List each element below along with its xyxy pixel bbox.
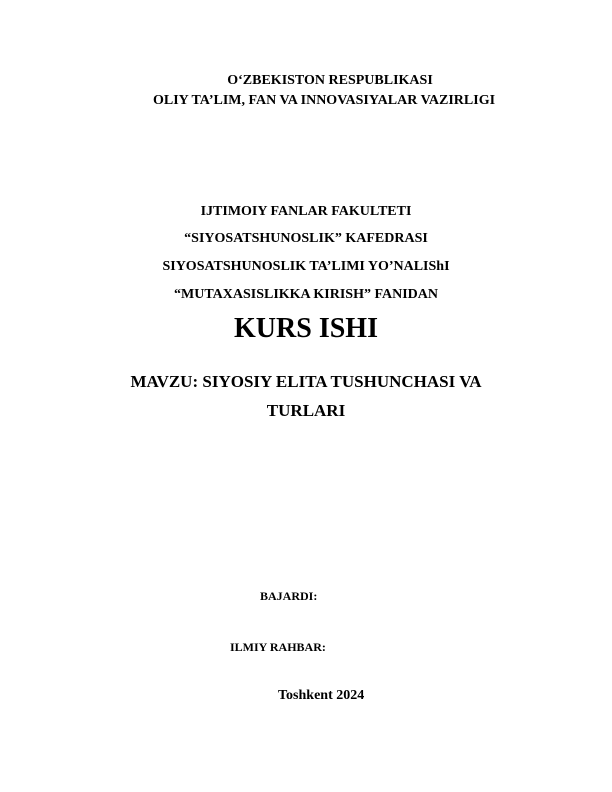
ministry-heading: OLIY TA’LIM, FAN VA INNOVASIYALAR VAZIRLIGI xyxy=(152,93,496,108)
subject-name: “MUTAXASISLIKKA KIRISH” FANIDAN xyxy=(174,287,438,302)
country-heading: O‘ZBEKISTON RESPUBLIKASI xyxy=(227,73,433,88)
place-year: Toshkent 2024 xyxy=(278,688,365,703)
supervisor-label: ILMIY RAHBAR: xyxy=(230,640,326,654)
faculty-name: IJTIMOIY FANLAR FAKULTETI xyxy=(200,204,412,219)
document-type-title: KURS ISHI xyxy=(234,313,378,344)
performed-by-label: BAJARDI: xyxy=(260,589,318,603)
direction-name: SIYOSATSHUNOSLIK TA’LIMI YO’NALIShI xyxy=(162,259,450,274)
topic-line-2: TURLARI xyxy=(266,401,346,420)
topic-line-1: MAVZU: SIYOSIY ELITA TUSHUNCHASI VA xyxy=(130,372,482,391)
department-name: “SIYOSATSHUNOSLIK” KAFEDRASI xyxy=(184,231,428,246)
